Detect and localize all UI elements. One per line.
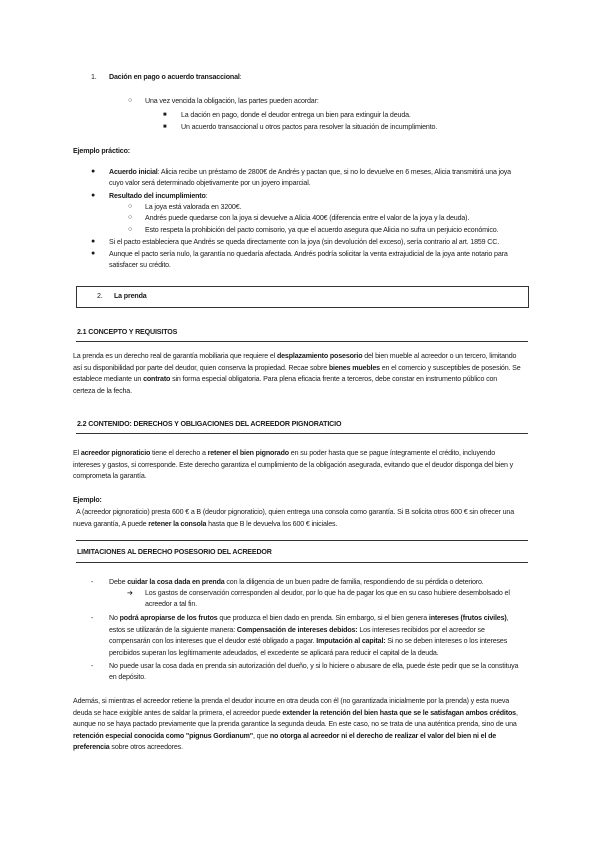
- disc-bullet-icon: ●: [91, 250, 96, 257]
- text-line: así su disponibilidad por parte del deudor, quien conserva la propiedad. Recae sobre bienes muebles en el comercio y susceptibles de posesión. Se: [73, 363, 521, 372]
- section-title: La prenda: [114, 292, 147, 300]
- subsection-title: 2.1 CONCEPTO Y REQUISITOS: [77, 328, 178, 336]
- text-line: Además, si mientras el acreedor retiene la prenda el deudor incurre en otra deuda con él (no garantizada inicialmente por la prenda) y esta nueva: [73, 697, 510, 705]
- text-line: aunque no se haya pactado previamente que la prenda garantice la segunda deuda. En este caso, no se trata de una auténtica prenda, sino de una: [73, 720, 517, 728]
- list-item: Acuerdo inicial: Alicia recibe un préstamo de 2800€ de Andrés y pactan que, si no lo devuelve en 6 meses, Alicia transmitirá una joya: [109, 168, 511, 176]
- text-line: establece mediante un contrato sin forma especial obligatoria. Para plena eficacia frente a terceros, debe constar en instrumento público con: [73, 375, 498, 383]
- list-item: Resultado del incumplimiento:: [109, 192, 208, 200]
- arrow-bullet-icon: ➔: [127, 589, 133, 597]
- list-number: 1.: [91, 73, 97, 81]
- list-item: La dación en pago, donde el deudor entrega un bien para extinguir la deuda.: [181, 111, 411, 119]
- list-item: La joya está valorada en 3200€.: [145, 203, 242, 211]
- list-item: Aunque el pacto sería nulo, la garantía no quedaría afectada. Andrés podría solicitar la venta extrajudicial de la joya ante notario para: [109, 250, 508, 258]
- divider: [76, 540, 528, 541]
- text-line: A (acreedor pignoraticio) presta 600 € a B (deudor pignoraticio), quien entrega una consola como garantía. Si B solicita otros 600 € sin ofrecer una: [76, 508, 514, 516]
- subsection-title: LIMITACIONES AL DERECHO POSESORIO DEL ACREEDOR: [77, 548, 272, 556]
- disc-bullet-icon: ●: [91, 168, 96, 175]
- list-item: No puede usar la cosa dada en prenda sin autorización del dueño, y si lo hiciere o abusare de ella, puede éste pedir que se la constituya: [109, 662, 519, 670]
- section-heading-box: [76, 286, 529, 308]
- disc-bullet-icon: ●: [91, 192, 96, 199]
- example-heading: Ejemplo práctico:: [73, 147, 130, 155]
- text-line: certeza de la fecha.: [73, 386, 132, 395]
- list-item: Andrés puede quedarse con la joya si devuelve a Alicia 400€ (diferencia entre el valor de la joya y la deuda).: [145, 214, 470, 222]
- list-item: Un acuerdo transaccional u otros pactos para resolver la situación de incumplimiento.: [181, 123, 438, 131]
- text-line: percibidos superan los legítimamente adeudados, el excedente se aplicará para reducir el capital de la deuda.: [109, 648, 439, 657]
- text-line: preferencia sobre otros acreedores.: [73, 743, 183, 751]
- divider: [76, 341, 528, 342]
- paragraph: [73, 351, 528, 396]
- list-item: Esto respeta la prohibición del pacto comisorio, ya que el acuerdo asegura que Alicia no sufra un perjuicio económico.: [145, 226, 499, 234]
- text-line: retención especial conocida como "pignus Gordianum", que no otorga al acreedor ni el derecho de realizar el valor del bien ni el de: [73, 731, 497, 740]
- list-item: acreedor a tal fin.: [145, 600, 197, 608]
- text-line: estos se utilizarán de la siguiente manera: Compensación de intereses debidos: Los intereses recibidos por el acreedor se: [109, 625, 485, 634]
- dash-bullet: -: [91, 578, 94, 586]
- list-item: Los gastos de conservación corresponden al deudor, por lo que ha de pagar los que en su caso hubiere desembolsado el: [145, 589, 510, 597]
- text-line: El acreedor pignoraticio tiene el derecho a retener el bien pignorado en su poder hasta que se pague íntegramente el crédito, incluyendo: [73, 449, 496, 457]
- list-item: [109, 613, 528, 658]
- section-title: Dación en pago o acuerdo transaccional:: [109, 73, 242, 81]
- dash-bullet: -: [91, 614, 94, 622]
- text-line: La prenda es un derecho real de garantía mobiliaria que requiere el desplazamiento posesorio del bien mueble al acreedor o un tercero, limitando: [73, 352, 517, 360]
- text-line: compensarán con los intereses que el deudor esté obligado a pagar. Imputación al capital: Si no se deben intereses o los intereses: [109, 637, 508, 645]
- text-line: comprometa la garantía.: [73, 472, 147, 480]
- text-line: No podrá apropiarse de los frutos que produzca el bien dado en prenda. Sin embargo, si el bien genera intereses (frutos civiles),: [109, 614, 509, 622]
- circle-bullet-icon: ○: [128, 226, 133, 233]
- paragraph: [73, 448, 528, 482]
- example-heading: Ejemplo:: [73, 496, 102, 504]
- paragraph: [73, 696, 528, 753]
- divider: [76, 562, 528, 563]
- list-item: Una vez vencida la obligación, las partes pueden acordar:: [145, 97, 319, 105]
- square-bullet-icon: ■: [163, 124, 167, 130]
- disc-bullet-icon: ●: [91, 238, 96, 245]
- list-number: 2.: [97, 292, 103, 300]
- list-item: Debe cuidar la cosa dada en prenda con la diligencia de un buen padre de familia, respondiendo de su pérdida o deterioro.: [109, 578, 484, 586]
- text-line: intereses y gastos, si corresponde. Este derecho garantiza el cumplimiento de la obligación asegurada, evitando que el deudor disponga del bien y: [73, 460, 514, 469]
- list-item: cuyo valor será determinado objetivamente por un joyero imparcial.: [109, 179, 311, 187]
- list-item: en depósito.: [109, 673, 146, 681]
- subsection-title: 2.2 CONTENIDO: DERECHOS Y OBLIGACIONES DEL ACREEDOR PIGNORATICIO: [77, 420, 342, 428]
- circle-bullet-icon: ○: [128, 97, 133, 104]
- text-line: nueva garantía, A puede retener la consola hasta que B le devuelva los 600 € iniciales.: [73, 520, 338, 528]
- divider: [76, 433, 528, 434]
- text-line: deuda se hace exigible antes de saldar la primera, el acreedor puede extender la retención del bien hasta que se le satisfagan ambos créditos,: [73, 708, 518, 717]
- square-bullet-icon: ■: [163, 112, 167, 118]
- circle-bullet-icon: ○: [128, 214, 133, 221]
- circle-bullet-icon: ○: [128, 203, 133, 210]
- list-item: satisfacer su crédito.: [109, 261, 171, 269]
- dash-bullet: -: [91, 662, 94, 670]
- list-item: Si el pacto estableciera que Andrés se queda directamente con la joya (sin devolución del exceso), sería contrario al art. 1859 CC.: [109, 238, 500, 246]
